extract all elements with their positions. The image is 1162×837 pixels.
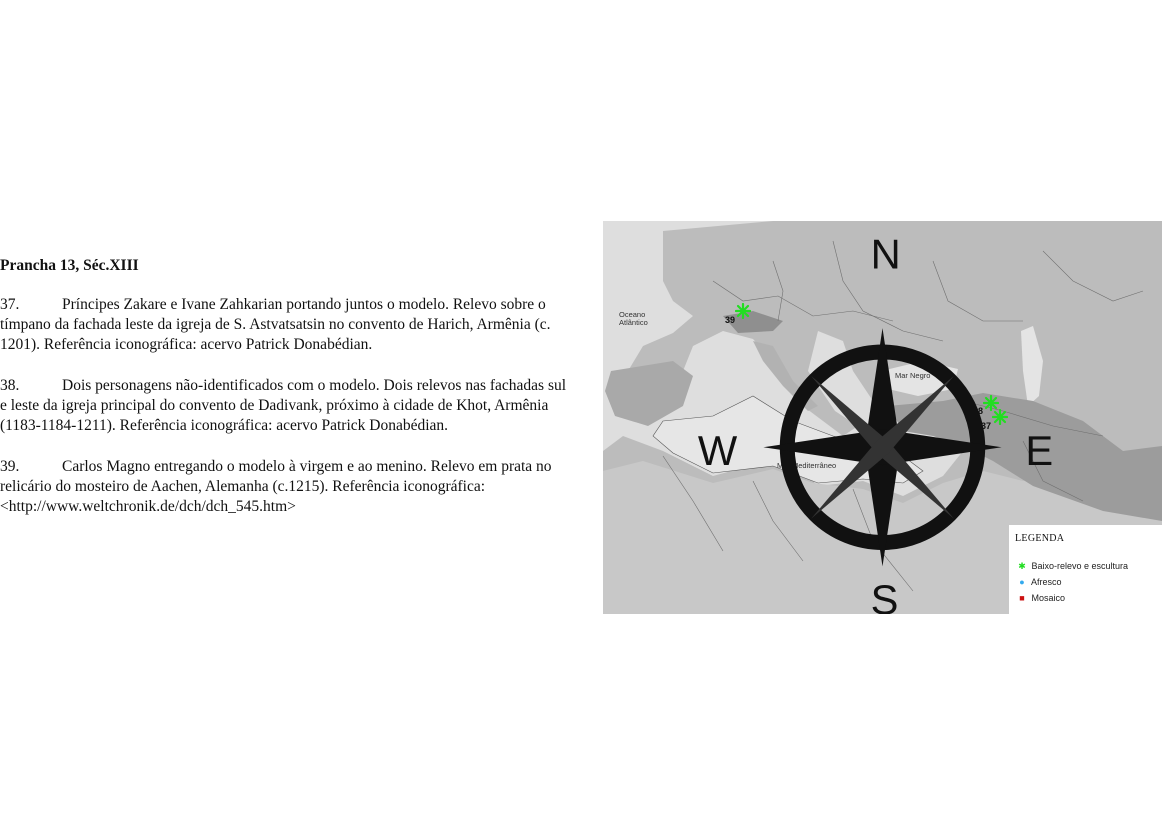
legend-item-afresco: [1015, 577, 1062, 587]
legend-item-mosaico: [1015, 593, 1065, 603]
compass-w: W: [697, 427, 738, 475]
legend-label: Baixo-relevo e escultura: [1031, 561, 1129, 571]
black-sea-label: Mar Negro: [895, 371, 931, 380]
marker-37-label: 37: [981, 421, 992, 431]
atlantic-label-text: Oceano Atlântico: [619, 310, 648, 327]
red-square-icon: ■: [1019, 593, 1025, 603]
map-figure: [603, 221, 1162, 614]
green-star-icon: ✱: [1018, 561, 1026, 571]
compass-n: N: [870, 230, 901, 278]
blue-dot-icon: ●: [1019, 577, 1025, 587]
legend-label: Mosaico: [1031, 593, 1066, 603]
marker-39-label: 39: [725, 315, 736, 325]
entry-text: Carlos Magno entregando o modelo à virgem e ao menino. Relevo em prata no relicário do mosteiro de Aachen, Alemanha (c.1215). Referência iconográfica: <http://www.weltchronik.de/dch/dch_545.htm>: [0, 458, 552, 515]
entry-number: 39.: [0, 458, 20, 475]
entry-number: 37.: [0, 296, 20, 313]
legend-item-baixo-relevo: [1015, 561, 1128, 572]
entry-37: [0, 295, 572, 355]
entry-text: Dois personagens não-identificados com o modelo. Dois relevos nas fachadas sul e leste da igreja principal do convento de Dadivank, próximo à cidade de Khot, Armênia (1183-1184-1211). Referência iconográfica: acervo Patrick Donabédian.: [0, 377, 567, 434]
legend-label: Afresco: [1031, 577, 1062, 587]
compass-s: S: [870, 576, 899, 614]
legend-title: LEGENDA: [1015, 533, 1065, 544]
map-legend: [1009, 525, 1162, 614]
entry-38: [0, 376, 572, 436]
entry-39: [0, 457, 572, 517]
mediterranean-label: Mar Mediterrâneo: [777, 461, 837, 470]
entry-text: Príncipes Zakare e Ivane Zahkarian portando juntos o modelo. Relevo sobre o tímpano da fachada leste da igreja de S. Astvatsatsin no convento de Harich, Armênia (c. 1201). Referência iconográfica: acervo Patrick Donabédian.: [0, 296, 551, 353]
marker-38-label: 38: [973, 406, 984, 416]
entry-number: 38.: [0, 377, 20, 394]
plate-text: [0, 256, 572, 538]
plate-title: Prancha 13, Séc.XIII: [0, 257, 139, 274]
compass-e: E: [1025, 427, 1054, 475]
